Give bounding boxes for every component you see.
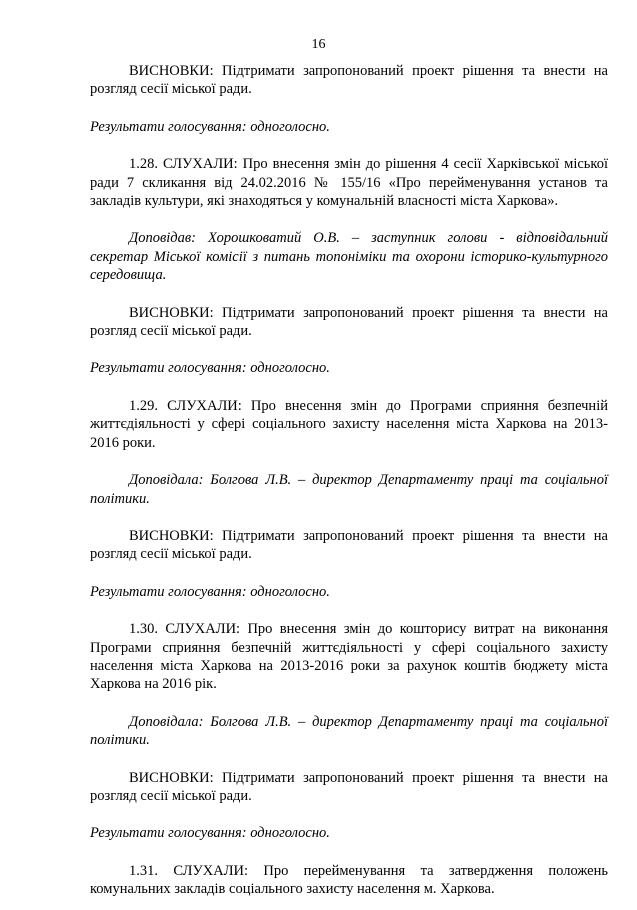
conclusion-paragraph: ВИСНОВКИ: Підтримати запропонований проект рішення та внести на розгляд сесії міської ради. — [90, 527, 608, 563]
agenda-item-1-31: 1.31. СЛУХАЛИ: Про перейменування та затвердження положень комунальних закладів соціального захисту населення м. Харкова. — [90, 862, 608, 898]
voting-result: Результати голосування: одноголосно. — [90, 583, 330, 600]
voting-result: Результати голосування: одноголосно. — [90, 118, 330, 135]
voting-result: Результати голосування: одноголосно. — [90, 825, 330, 842]
agenda-item-1-29: 1.29. СЛУХАЛИ: Про внесення змін до Програми сприяння безпечній життєдіяльності у сфері соціального захисту населення міста Харкова на 2013-2016 роки. — [90, 397, 608, 451]
agenda-item-1-28: 1.28. СЛУХАЛИ: Про внесення змін до рішення 4 сесії Харківської міської ради 7 скликання від 24.02.2016 № 155/16 «Про перейменування установ та закладів культури, які знаходяться у комунальній власності міста Харкова». — [90, 156, 608, 210]
conclusion-paragraph: ВИСНОВКИ: Підтримати запропонований проект рішення та внести на розгляд сесії міської ради. — [90, 63, 608, 98]
speaker-paragraph: Доповідала: Болгова Л.В. – директор Департаменту праці та соціальної політики. — [90, 472, 608, 507]
page-number: 16 — [311, 37, 326, 52]
conclusion-paragraph: ВИСНОВКИ: Підтримати запропонований проект рішення та внести на розгляд сесії міської ради. — [90, 304, 608, 340]
document-body — [90, 62, 608, 899]
conclusion-paragraph: ВИСНОВКИ: Підтримати запропонований проект рішення та внести на розгляд сесії міської ради. — [90, 769, 608, 804]
agenda-item-1-30: 1.30. СЛУХАЛИ: Про внесення змін до кошторису витрат на виконання Програми сприяння безпечній життєдіяльності у сфері соціального захисту населення міста Харкова на 2013-2016 роки за рахунок коштів бюджету міста Харкова на 2016 рік. — [90, 621, 608, 693]
voting-result: Результати голосування: одноголосно. — [90, 360, 330, 377]
speaker-paragraph: Доповідав: Хорошковатий О.В. – заступник голови - відповідальний секретар Міської комісії з питань топоніміки та охорони історико-культурного середовища. — [90, 230, 608, 284]
speaker-paragraph: Доповідала: Болгова Л.В. – директор Департаменту праці та соціальної політики. — [90, 713, 608, 749]
